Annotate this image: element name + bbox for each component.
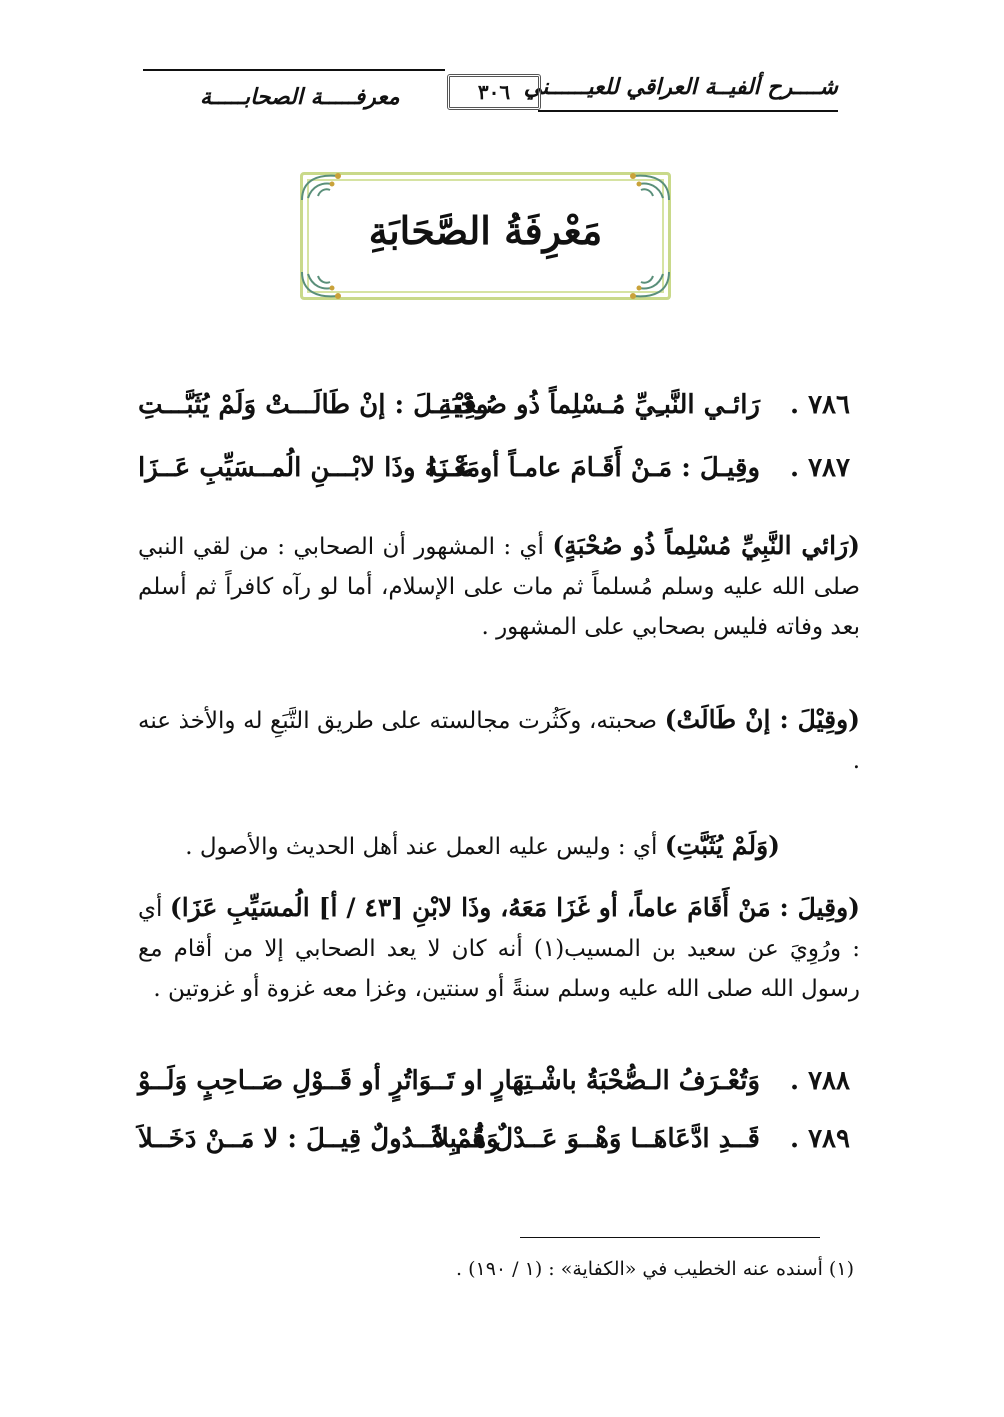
verse-line xyxy=(138,453,850,493)
commentary-text: أي : ورُوِيَ عن سعيد بن المسيب(١) أنه كان لا يعد الصحابي إلا من أقام مع رسول الله صلى الله عليه وسلم سنةً أو سنتين، وغزا معه غزوة أو غزوتين . xyxy=(138,896,860,1002)
quoted-verse: (وقِيلَ : مَنْ أَقَامَ عاماً، أو غَزَا مَعَهُ، وذَا لابْنِ [٤٣ / أ] الُمسَيِّبِ عَزَا) xyxy=(169,893,860,922)
verse-second-hemistich: تَــوَاتُرٍ أو قَــوْلِ صَــاحِبٍ وَلَــوْ xyxy=(138,1066,455,1096)
commentary-text: صحبته، وكَثُرت مجالسته على طريق التَّبَعِ له والأخذ عنه . xyxy=(138,708,860,774)
header-page-number xyxy=(447,74,541,110)
verse-first-hemistich: قَــدِ ادَّعَاهَــا وَهْــوَ عَــدْلٌ قُــبِلاَ xyxy=(434,1124,760,1154)
corner-ornament-icon xyxy=(298,170,358,204)
corner-ornament-icon xyxy=(613,170,673,204)
verse-second-hemistich: وَهُمْ عُــدُولٌ قِيــلَ : لا مَــنْ دَخَــلاَ xyxy=(138,1124,499,1154)
quoted-verse: (وقِيْلَ : إنْ طَالَتْ) xyxy=(664,705,861,734)
commentary-paragraph xyxy=(138,526,860,647)
verse-number: ٧٨٩ . xyxy=(789,1124,850,1154)
footnote-rule xyxy=(520,1237,820,1238)
corner-ornament-icon xyxy=(298,268,358,302)
commentary-paragraph xyxy=(138,888,860,1009)
verse-line xyxy=(138,1124,850,1164)
quoted-verse: (وَلَمْ يُثَبَّتِ) xyxy=(664,831,780,860)
verse-number: ٧٨٧ . xyxy=(789,453,850,483)
verse-first-hemistich: وقِيـلَ : مَـنْ أَقَـامَ عامـاً أو غَـزَا xyxy=(427,453,760,483)
verse-first-hemistich: رَائـي النَّبـِيِّ مُـسْلِماً ذُو صُـحْبَةِ xyxy=(438,390,760,420)
page-number-text: ٣٠٦ xyxy=(477,80,511,104)
header-book-title: شــــرح ألفيــة العراقي للعيــــــني xyxy=(523,74,838,100)
verse-line xyxy=(138,1066,850,1106)
commentary-paragraph xyxy=(138,826,860,867)
verse-second-hemistich: وقِيْـــلَ : إنْ طَالَـــتْ وَلَمْ يُثَبَّـــتِ xyxy=(138,390,489,420)
commentary-text: أي : المشهور أن الصحابي : من لقي النبي صلى الله عليه وسلم مُسلماً ثم مات على الإسلام، أما لو رآه كافراً ثم أسلم بعد وفاته فليس بصحابي على المشهور . xyxy=(138,534,860,640)
verse-number: ٧٨٦ . xyxy=(789,390,850,420)
quoted-verse: (رَائي النَّبِيِّ مُسْلِماً ذُو صُحْبَةٍ) xyxy=(552,531,860,560)
commentary-paragraph xyxy=(138,700,860,781)
commentary-text: أي : وليس عليه العمل عند أهل الحديث والأصول . xyxy=(185,834,665,860)
verse-number: ٧٨٨ . xyxy=(789,1066,850,1096)
verse-second-hemistich: مَعْــهُ وذَا لابْـــنِ الُمــسَيِّبِ عَــزَا xyxy=(138,453,481,483)
corner-ornament-icon xyxy=(613,268,673,302)
header-section-title: معرفـــــة الصحابـــــة xyxy=(200,84,400,110)
header-rule-bottom xyxy=(538,110,838,112)
verse-first-hemistich: وَتُعْـرَفُ الـصُّحْبَةُ باشْـتِهَارٍ او xyxy=(463,1066,760,1096)
chapter-title: مَعْرِفَةُ الصَّحَابَةِ xyxy=(368,208,603,253)
footnote: (١) أسنده عنه الخطيب في «الكفاية» : (١ / ١٩٠) . xyxy=(455,1258,854,1280)
verse-line xyxy=(138,390,850,430)
header-rule-top xyxy=(143,69,445,71)
